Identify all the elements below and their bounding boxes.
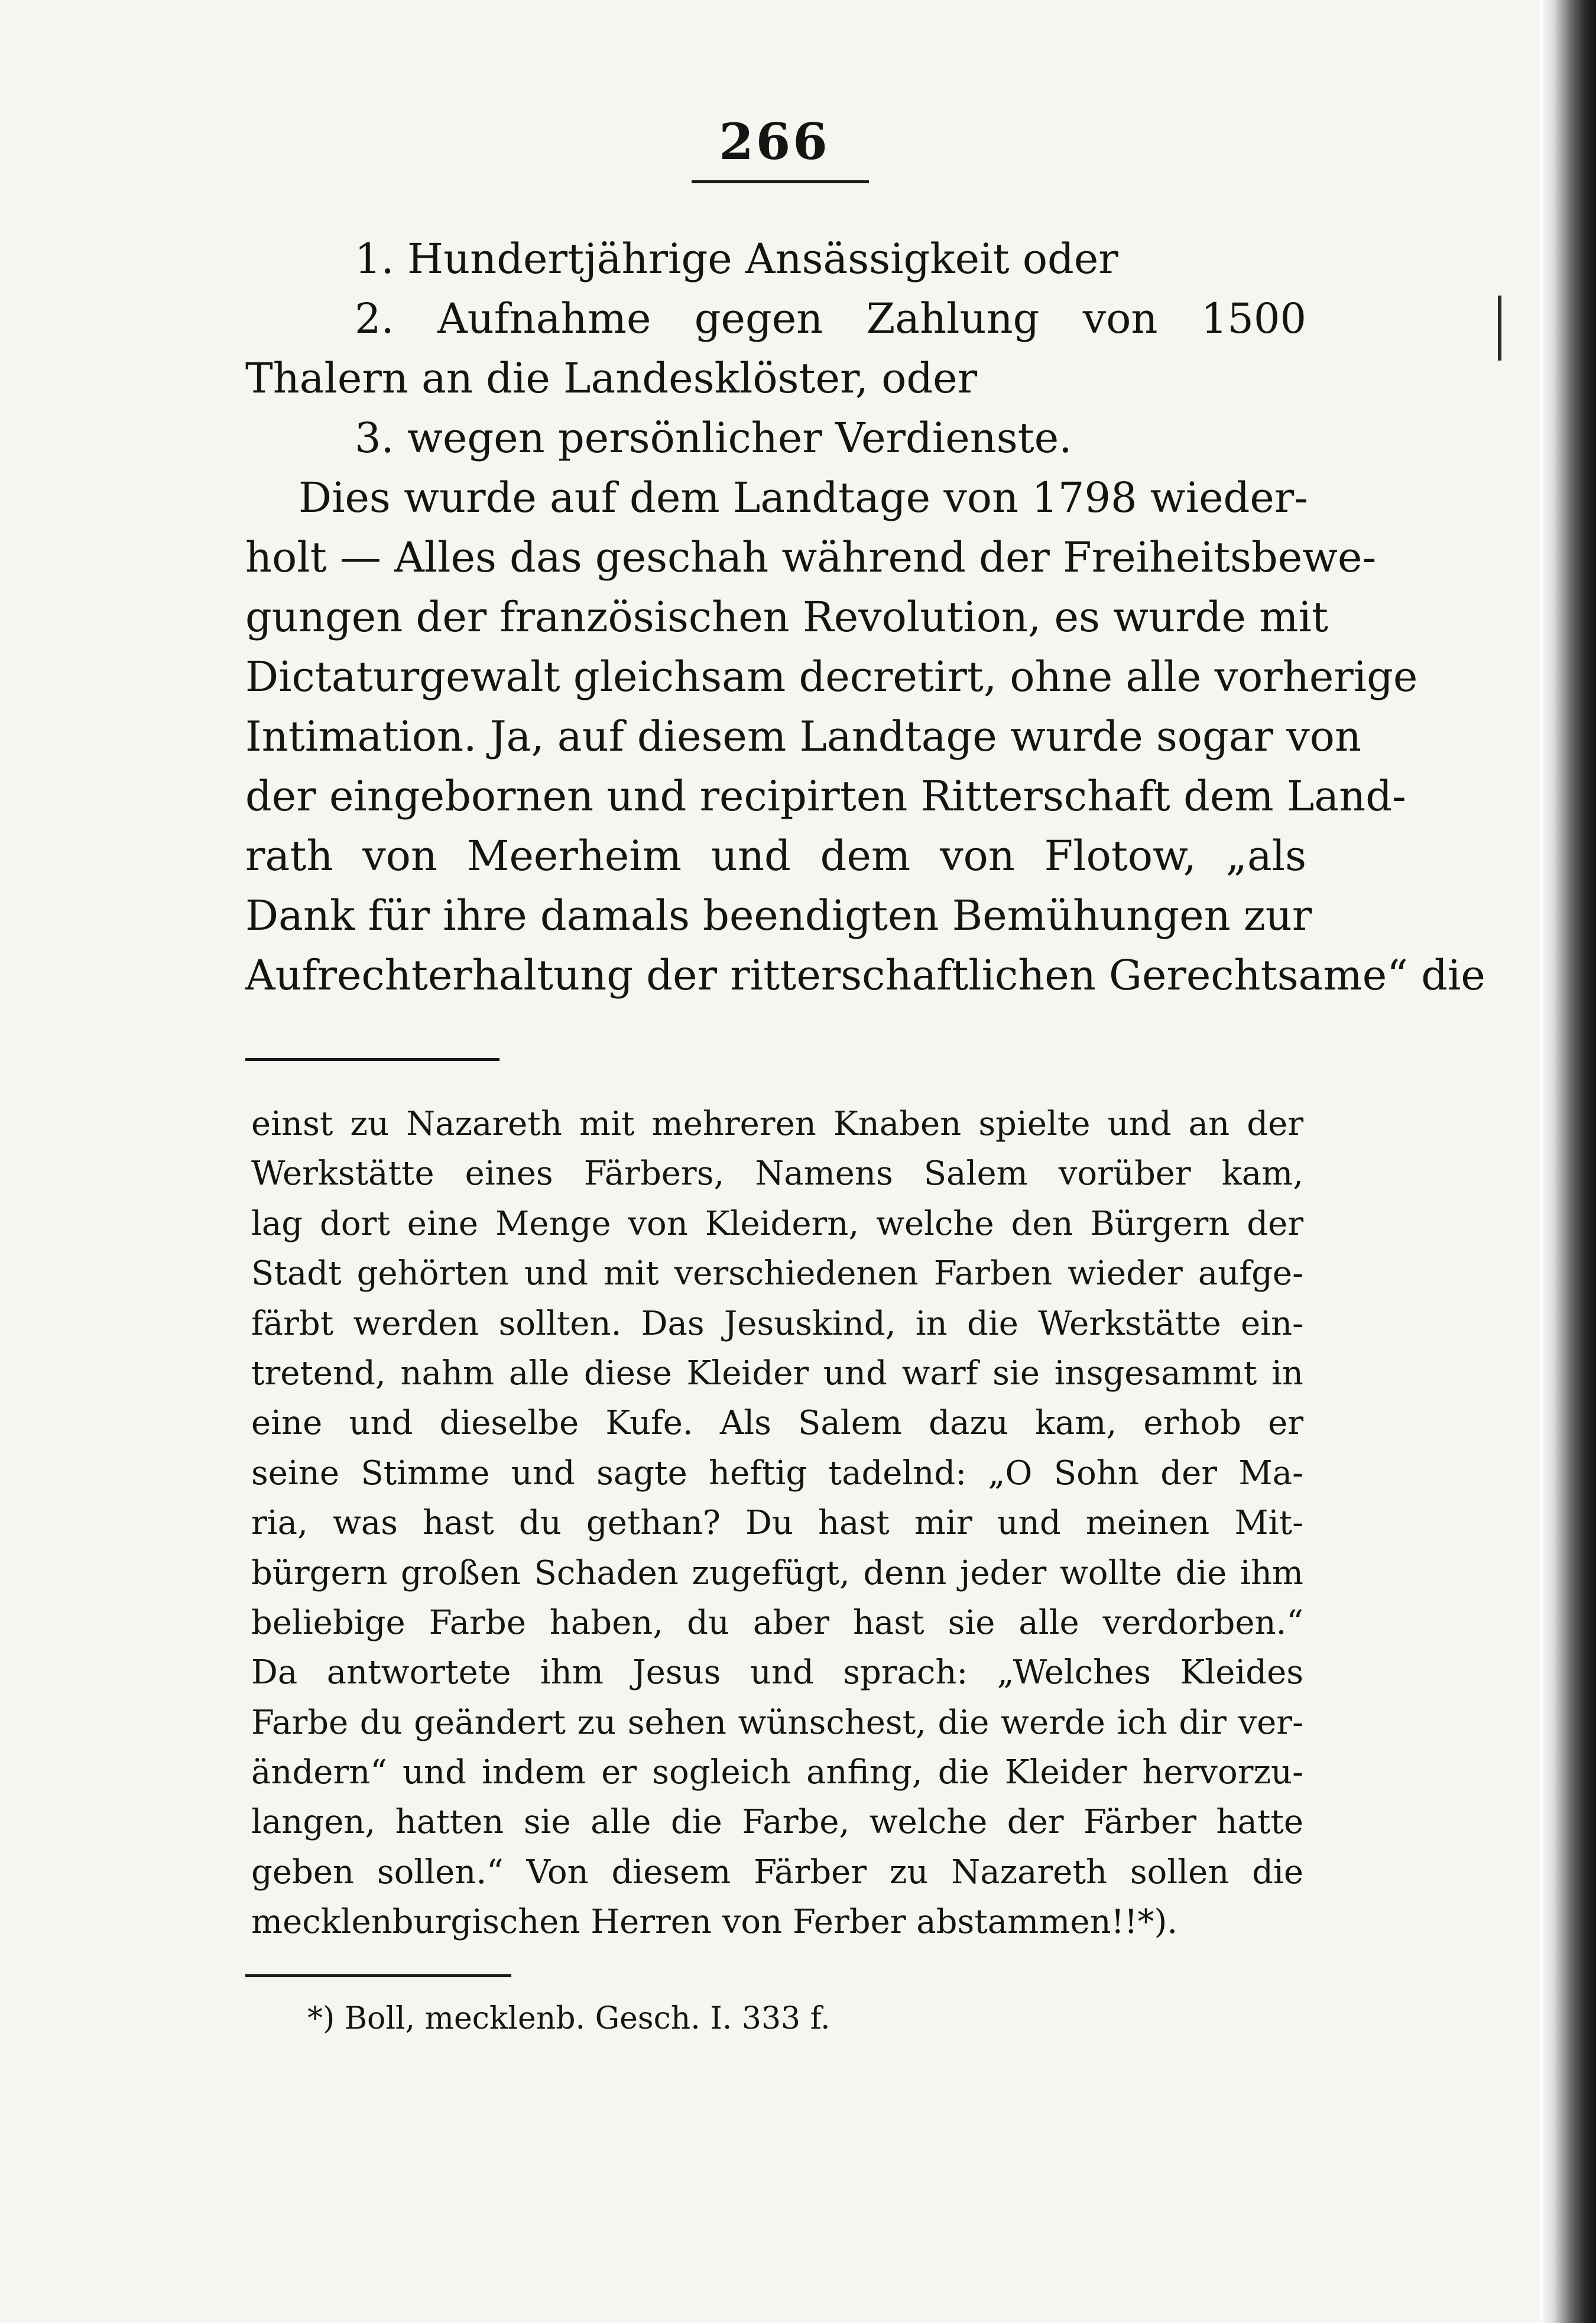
text-line: Dictaturgewalt gleichsam decretirt, ohne alle vorherige [245,653,1418,701]
text-line: der eingebornen und recipirten Ritterschaft dem Land- [245,772,1406,820]
footnote-continuation-block [251,1099,1303,1948]
text-line: Dank für ihre damals beendigten Bemühungen zur [245,891,1312,940]
text-line: 1. Hundertjährige Ansässigkeit oder [355,235,1118,283]
footnote-reference: *) Boll, mecklenb. Gesch. I. 333 f. [307,2001,831,2036]
footnote-text-line: langen, hatten sie alle die Farbe, welche der Färber hatte [251,1803,1303,1842]
footnote-text-line: Werkstätte eines Färbers, Namens Salem vorüber kam, [251,1154,1303,1193]
footnote-text-line: beliebige Farbe haben, du aber hast sie alle verdorben.“ [251,1603,1303,1642]
text-line: Dies wurde auf dem Landtage von 1798 wieder- [299,473,1308,522]
footnote-text-line: Stadt gehörten und mit verschiedenen Farben wieder aufge- [251,1254,1303,1293]
text-line: Intimation. Ja, auf diesem Landtage wurde sogar von [245,712,1361,761]
text-line: 2. Aufnahme gegen Zahlung von 1500 [355,294,1306,343]
text-line: Aufrechterhaltung der ritterschaftlichen Gerechtsame“ die [245,951,1485,1000]
footnote-text-line: einst zu Nazareth mit mehreren Knaben spielte und an der [251,1105,1303,1143]
footnote-text-line: Farbe du geändert zu sehen wünschest, die werde ich dir ver- [251,1703,1303,1742]
page-number-rule [692,180,869,183]
footnote-text-line: bürgern großen Schaden zugefügt, denn jeder wollte die ihm [251,1553,1303,1592]
footnote-separator [245,1058,499,1061]
footnote-text-line: ändern“ und indem er sogleich anfing, die Kleider hervorzu- [251,1753,1303,1792]
footnote-text-line: färbt werden sollten. Das Jesuskind, in die Werkstätte ein- [251,1304,1303,1343]
footnote-text-line: lag dort eine Menge von Kleidern, welche den Bürgern der [251,1204,1303,1243]
footnote-text-line: eine und dieselbe Kufe. Als Salem dazu kam, erhob er [251,1404,1303,1443]
page-number: 266 [719,112,830,171]
text-line: holt — Alles das geschah während der Freiheitsbewe- [245,533,1377,582]
text-line: rath von Meerheim und dem von Flotow, „als [245,832,1306,880]
footnote-rule [245,1974,511,1977]
footnote-text-line: Da antwortete ihm Jesus und sprach: „Welches Kleides [251,1653,1303,1692]
main-text-block [245,229,1485,1005]
page-edge-shadow [1540,0,1596,2323]
footnote-text-line: tretend, nahm alle diese Kleider und warf sie insgesammt in [251,1354,1303,1393]
footnote-text-line: geben sollen.“ Von diesem Färber zu Nazareth sollen die [251,1852,1303,1892]
footnote-text-line: ria, was hast du gethan? Du hast mir und meinen Mit- [251,1504,1303,1543]
text-line: 3. wegen persönlicher Verdienste. [355,414,1072,462]
text-line: Thalern an die Landesklöster, oder [245,354,978,403]
footnote-text-line: seine Stimme und sagte heftig tadelnd: „O Sohn der Ma- [251,1454,1303,1493]
page-edge-mark [1498,296,1501,361]
text-line: gungen der französischen Revolution, es wurde mit [245,593,1328,641]
footnote-text-line: mecklenburgischen Herren von Ferber abstammen!!*). [251,1903,1178,1942]
